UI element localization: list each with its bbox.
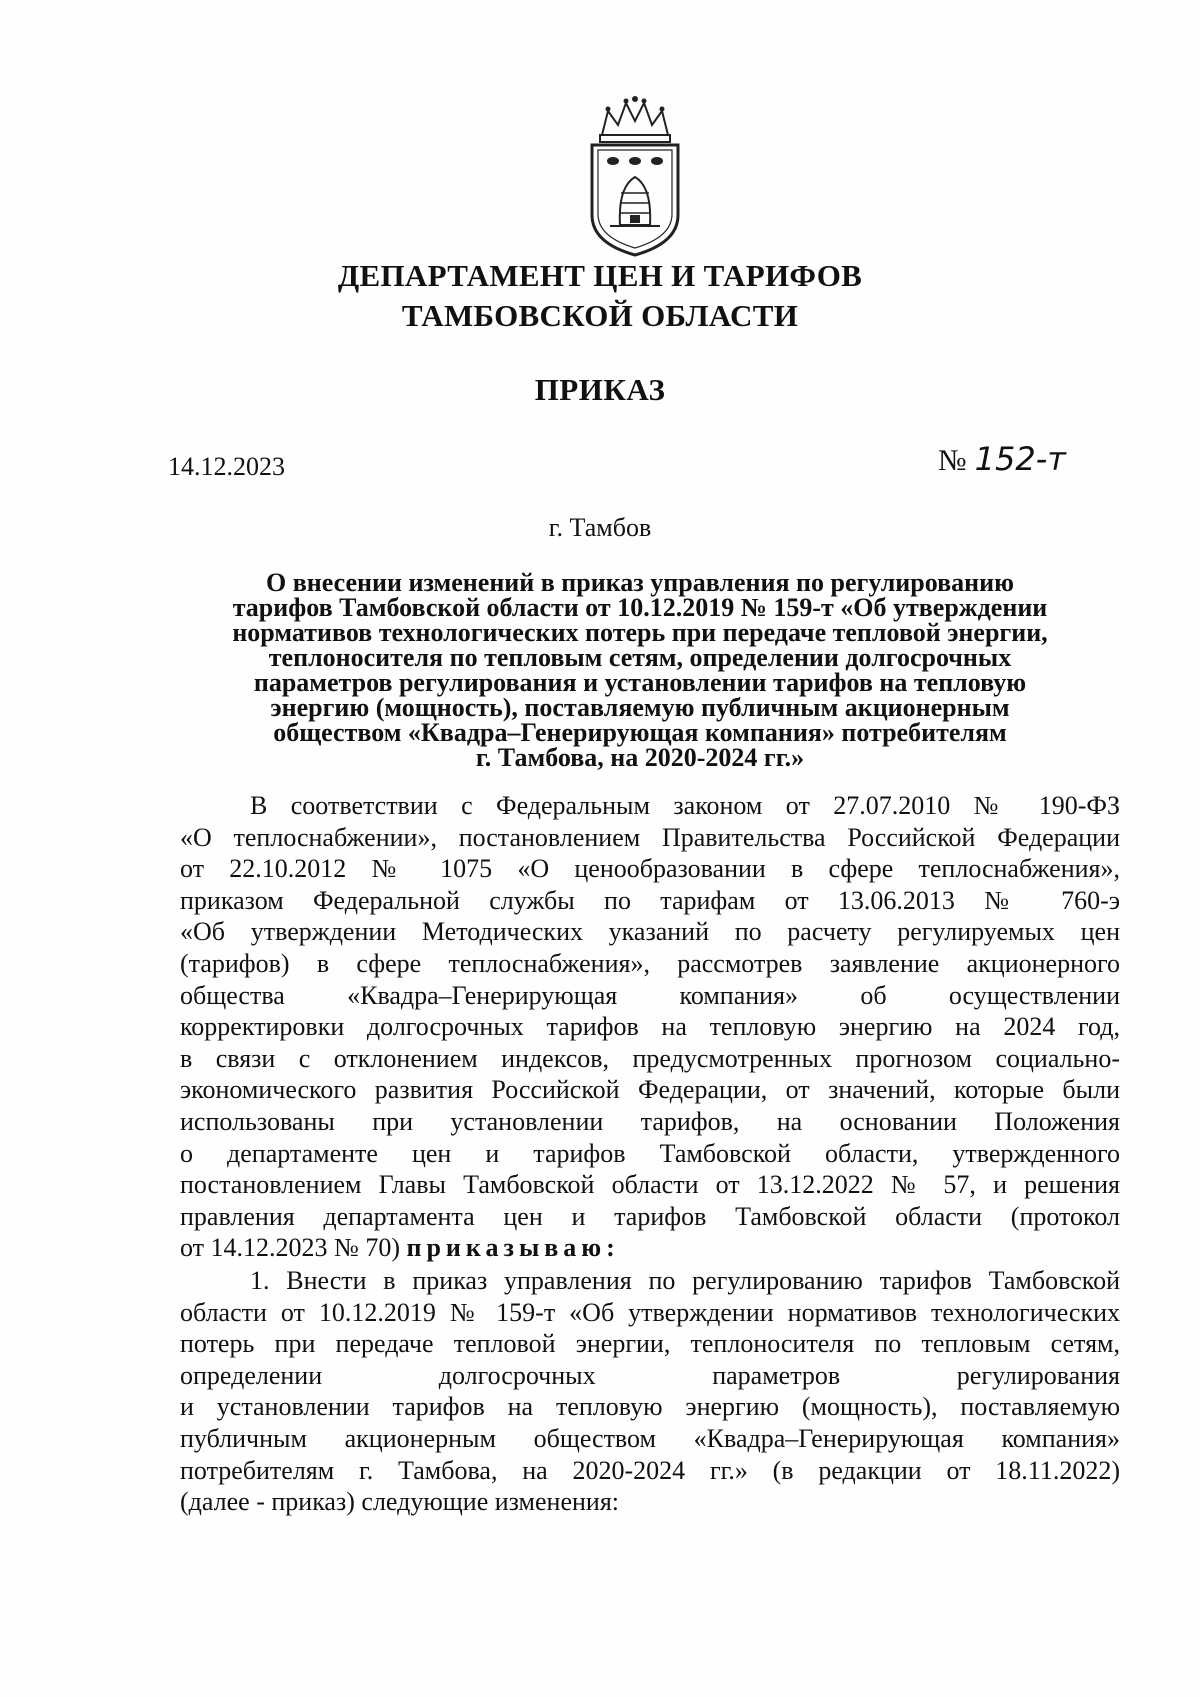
paragraph-line: постановлением Главы Тамбовской области от 13.12.2022 № 57, и решения	[180, 1170, 1120, 1200]
document-number	[938, 440, 1066, 478]
paragraph-line: экономического развития Российской Федерации, от значений, которые были	[180, 1075, 1120, 1105]
paragraph-line: приказом Федеральной службы по тарифам от 13.06.2013 № 760-э	[180, 885, 1120, 915]
coat-of-arms-emblem	[580, 95, 690, 260]
paragraph-line: правления департамента цен и тарифов Тамбовской области (протокол	[180, 1201, 1120, 1231]
department-name-line1: ДЕПАРТАМЕНТ ЦЕН И ТАРИФОВ	[337, 258, 863, 293]
paragraph-line: корректировки долгосрочных тарифов на тепловую энергию на 2024 год,	[180, 1012, 1120, 1042]
document-title	[190, 570, 1090, 770]
title-line: энергию (мощность), поставляемую публичным акционерным	[270, 693, 1010, 722]
handwritten-number: 152-т	[974, 440, 1066, 478]
paragraph-line	[180, 1232, 1120, 1264]
title-line: тарифов Тамбовской области от 10.12.2019 № 159-т «Об утверждении	[232, 593, 1048, 622]
title-line: г. Тамбова, на 2020-2024 гг.»	[475, 743, 805, 772]
title-line: обществом «Квадра–Генерирующая компания» потребителям	[273, 718, 1007, 747]
paragraph-line: (далее - приказ) следующие изменения:	[180, 1487, 620, 1517]
document-city: г. Тамбов	[548, 513, 652, 542]
paragraph-line: В соответствии с Федеральным законом от 27.07.2010 № 190-ФЗ	[250, 791, 1120, 820]
preamble-paragraph	[180, 790, 1120, 1264]
paragraph-line: 1. Внести в приказ управления по регулированию тарифов Тамбовской	[250, 1266, 1120, 1295]
paragraph-line: и установлении тарифов на тепловую энергию (мощность), поставляемую	[180, 1392, 1120, 1422]
title-line: нормативов технологических потерь при передаче тепловой энергии,	[232, 618, 1048, 647]
number-sign: №	[938, 444, 967, 477]
paragraph-line: (тарифов) в сфере теплоснабжения», рассмотрев заявление акционерного	[180, 948, 1120, 978]
paragraph-line: «Об утверждении Методических указаний по расчету регулируемых цен	[180, 917, 1120, 947]
title-line: О внесении изменений в приказ управления по регулированию	[266, 568, 1014, 597]
title-line: теплоносителя по тепловым сетям, определении долгосрочных	[268, 643, 1012, 672]
paragraph-line: определении долгосрочных параметров регулирования	[180, 1360, 1120, 1390]
paragraph-line: общества «Квадра–Генерирующая компания» об осуществлении	[180, 980, 1120, 1010]
document-type: ПРИКАЗ	[534, 372, 666, 407]
paragraph-line: потребителям г. Тамбова, на 2020-2024 гг.» (в редакции от 18.11.2022)	[180, 1455, 1120, 1485]
clause-1-paragraph	[180, 1265, 1120, 1518]
paragraph-line: потерь при передаче тепловой энергии, теплоносителя по тепловым сетям,	[180, 1329, 1120, 1359]
order-word: приказываю:	[406, 1233, 620, 1263]
paragraph-line: использованы при установлении тарифов, на основании Положения	[180, 1106, 1120, 1136]
paragraph-line: «О теплоснабжении», постановлением Правительства Российской Федерации	[180, 822, 1120, 852]
department-name-line2: ТАМБОВСКОЙ ОБЛАСТИ	[401, 298, 799, 333]
paragraph-line: области от 10.12.2019 № 159-т «Об утверждении нормативов технологических	[180, 1297, 1120, 1327]
protocol-reference: от 14.12.2023 № 70)	[180, 1233, 400, 1263]
paragraph-line: в связи с отклонением индексов, предусмотренных прогнозом социально-	[180, 1043, 1120, 1073]
document-date: 14.12.2023	[168, 452, 285, 481]
paragraph-line: от 22.10.2012 № 1075 «О ценообразовании в сфере теплоснабжения»,	[180, 854, 1120, 884]
title-line: параметров регулирования и установлении тарифов на тепловую	[253, 668, 1027, 697]
paragraph-line: публичным акционерным обществом «Квадра–Генерирующая компания»	[180, 1423, 1120, 1453]
paragraph-line: о департаменте цен и тарифов Тамбовской области, утвержденного	[180, 1138, 1120, 1168]
